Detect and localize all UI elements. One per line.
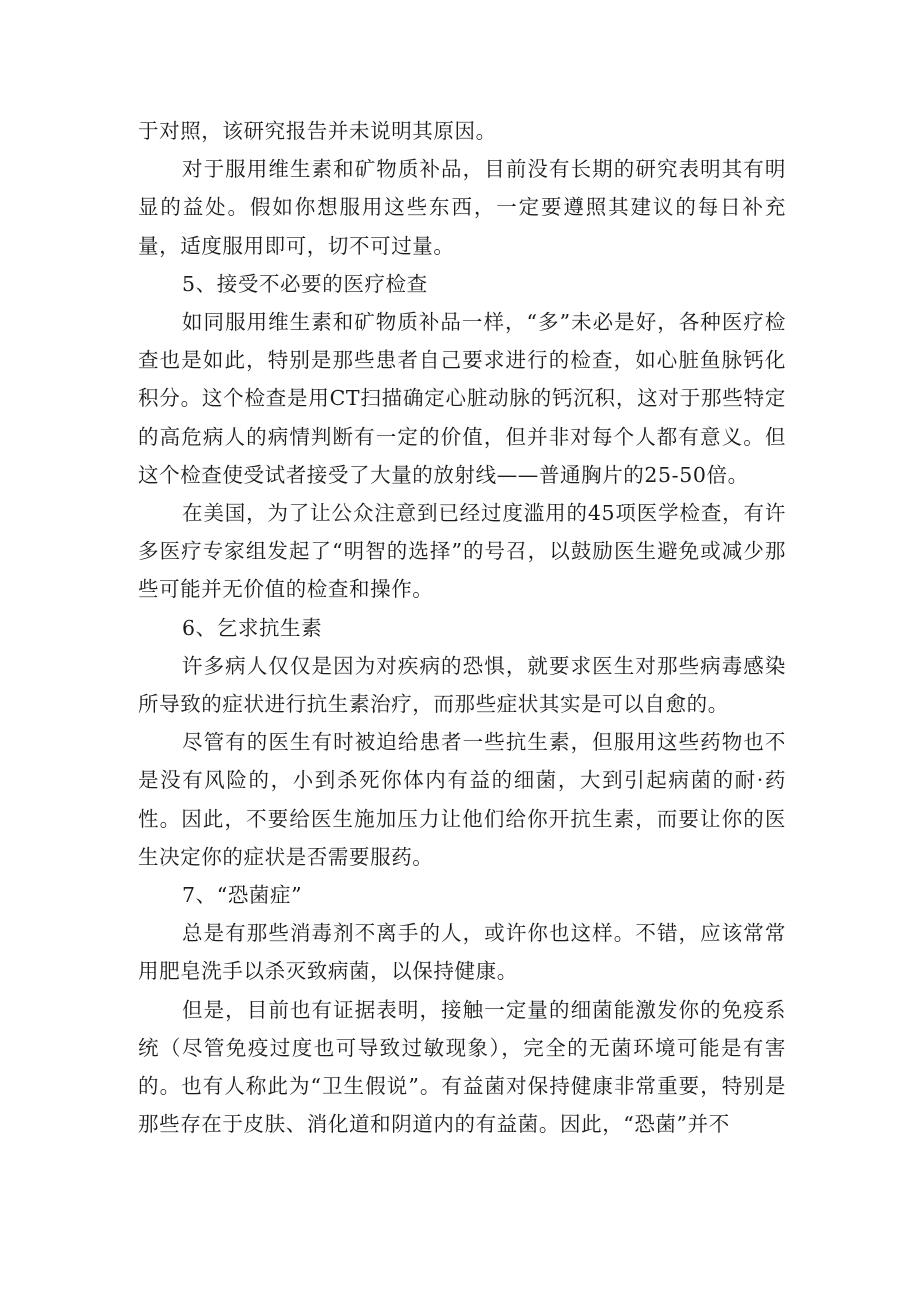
paragraph-antibiotic-risks: 尽管有的医生有时被迫给患者一些抗生素，但服用这些药物也不是没有风险的，小到杀死你体内有益的细菌，大到引起病菌的耐·药性。因此，不要给医生施加压力让他们给你开抗生素，而要让你的医生决定你的症状是否需要服药。 bbox=[138, 730, 786, 869]
section-heading-6: 6、乞求抗生素 bbox=[182, 615, 323, 640]
paragraph-medical-tests: 如同服用维生素和矿物质补品一样，“多”未必是好，各种医疗检查也是如此，特别是那些患者自己要求进行的检查，如心脏鱼脉钙化积分。这个检查是用CT扫描确定心脏动脉的钙沉积，这对于那些特定的高危病人的病情判断有一定的价值，但并非对每个人都有意义。但这个检查使受试者接受了大量的放射线——普通胸片的25-50倍。 bbox=[138, 310, 786, 487]
paragraph-choosing-wisely: 在美国，为了让公众注意到已经过度滥用的45项医学检查，有许多医疗专家组发起了“明智的选择”的号召，以鼓励医生避免或减少那些可能并无价值的检查和操作。 bbox=[138, 501, 786, 602]
paragraph-disinfectant: 总是有那些消毒剂不离手的人，或许你也这样。不错，应该常常用肥皂洗手以杀灭致病菌，以保持健康。 bbox=[138, 921, 786, 984]
document-body bbox=[138, 112, 786, 1143]
section-heading-7: 7、“恐菌症” bbox=[182, 883, 303, 908]
paragraph-continuation: 于对照，该研究报告并未说明其原因。 bbox=[138, 119, 497, 143]
section-heading-5: 5、接受不必要的医疗检查 bbox=[182, 271, 428, 296]
paragraph-hygiene-hypothesis: 但是，目前也有证据表明，接触一定量的细菌能激发你的免疫系统（尽管免疫过度也可导致过敏现象），完全的无菌环境可能是有害的。也有人称此为“卫生假说”。有益菌对保持健康非常重要，特别是那些存在于皮肤、消化道和阴道内的有益菌。因此，“恐菌”并不 bbox=[138, 997, 786, 1137]
paragraph-supplements: 对于服用维生素和矿物质补品，目前没有长期的研究表明其有明显的益处。假如你想服用这些东西，一定要遵照其建议的每日补充量，适度服用即可，切不可过量。 bbox=[138, 157, 786, 258]
paragraph-antibiotic-requests: 许多病人仅仅是因为对疾病的恐惧，就要求医生对那些病毒感染所导致的症状进行抗生素治疗，而那些症状其实是可以自愈的。 bbox=[138, 653, 786, 717]
